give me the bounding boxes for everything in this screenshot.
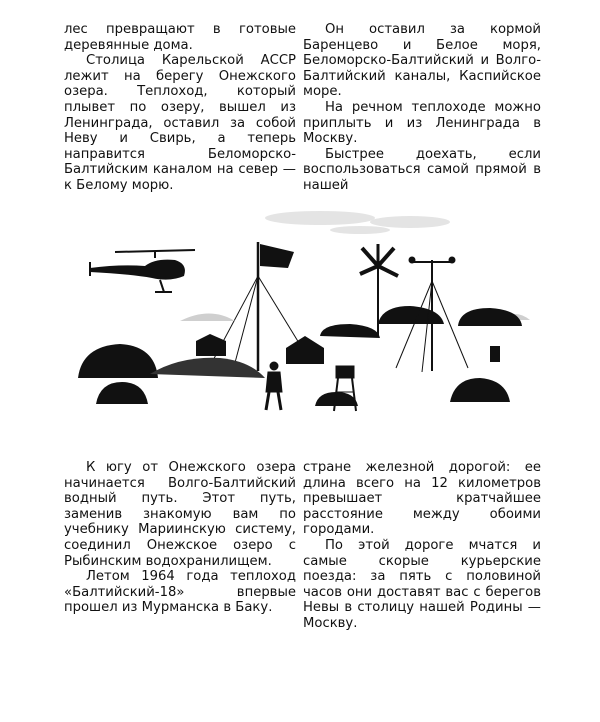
- paragraph: лес превращают в готовые деревянные дома.: [64, 22, 296, 53]
- paragraph: стране железной дорогой: ее длина всего на 12 километров превышает кратчайшее расстояние между обоими городами.: [303, 460, 541, 538]
- text-column-top-right: [303, 22, 541, 194]
- paragraph: К югу от Онежского озера начинается Волго-Балтийский водный путь. Этот путь, заменив знакомую вам по учебнику Мариинскую систему, соединил Онежское озеро с Рыбинским водохранилищем.: [64, 460, 296, 569]
- station-buildings: [78, 306, 522, 406]
- text-column-bottom-right: [303, 460, 541, 632]
- paragraph: Столица Карельской АССР лежит на берегу Онежского озера. Теплоход, который плывет по озеру, вышел из Ленинграда, оставил за собой Неву и Свирь, а теперь направится Беломорско-Балтийским каналом на север — к Белому морю.: [64, 53, 296, 193]
- arctic-station-illustration: [60, 196, 550, 436]
- paragraph: Он оставил за кормой Баренцево и Белое моря, Беломорско-Балтийский и Волго-Балтийский каналы, Каспийское море.: [303, 22, 541, 100]
- paragraph: По этой дороге мчатся и самые скорые курьерские поезда: за пять с половиной часов они доставят вас с берегов Невы в столицу нашей Родины — Москву.: [303, 537, 541, 631]
- person-figure: [266, 362, 282, 410]
- text-column-bottom-left: [64, 460, 296, 616]
- helicopter: [90, 250, 195, 292]
- paragraph: Летом 1964 года теплоход «Балтийский-18» впервые прошел из Мурманска в Баку.: [64, 569, 296, 616]
- sky-haze: [265, 211, 450, 234]
- text-column-top-left: [64, 22, 296, 194]
- paragraph: Быстрее доехать, если воспользоваться самой прямой в нашей: [303, 146, 541, 193]
- paragraph: На речном теплоходе можно приплыть и из Ленинграда в Москву.: [303, 99, 541, 147]
